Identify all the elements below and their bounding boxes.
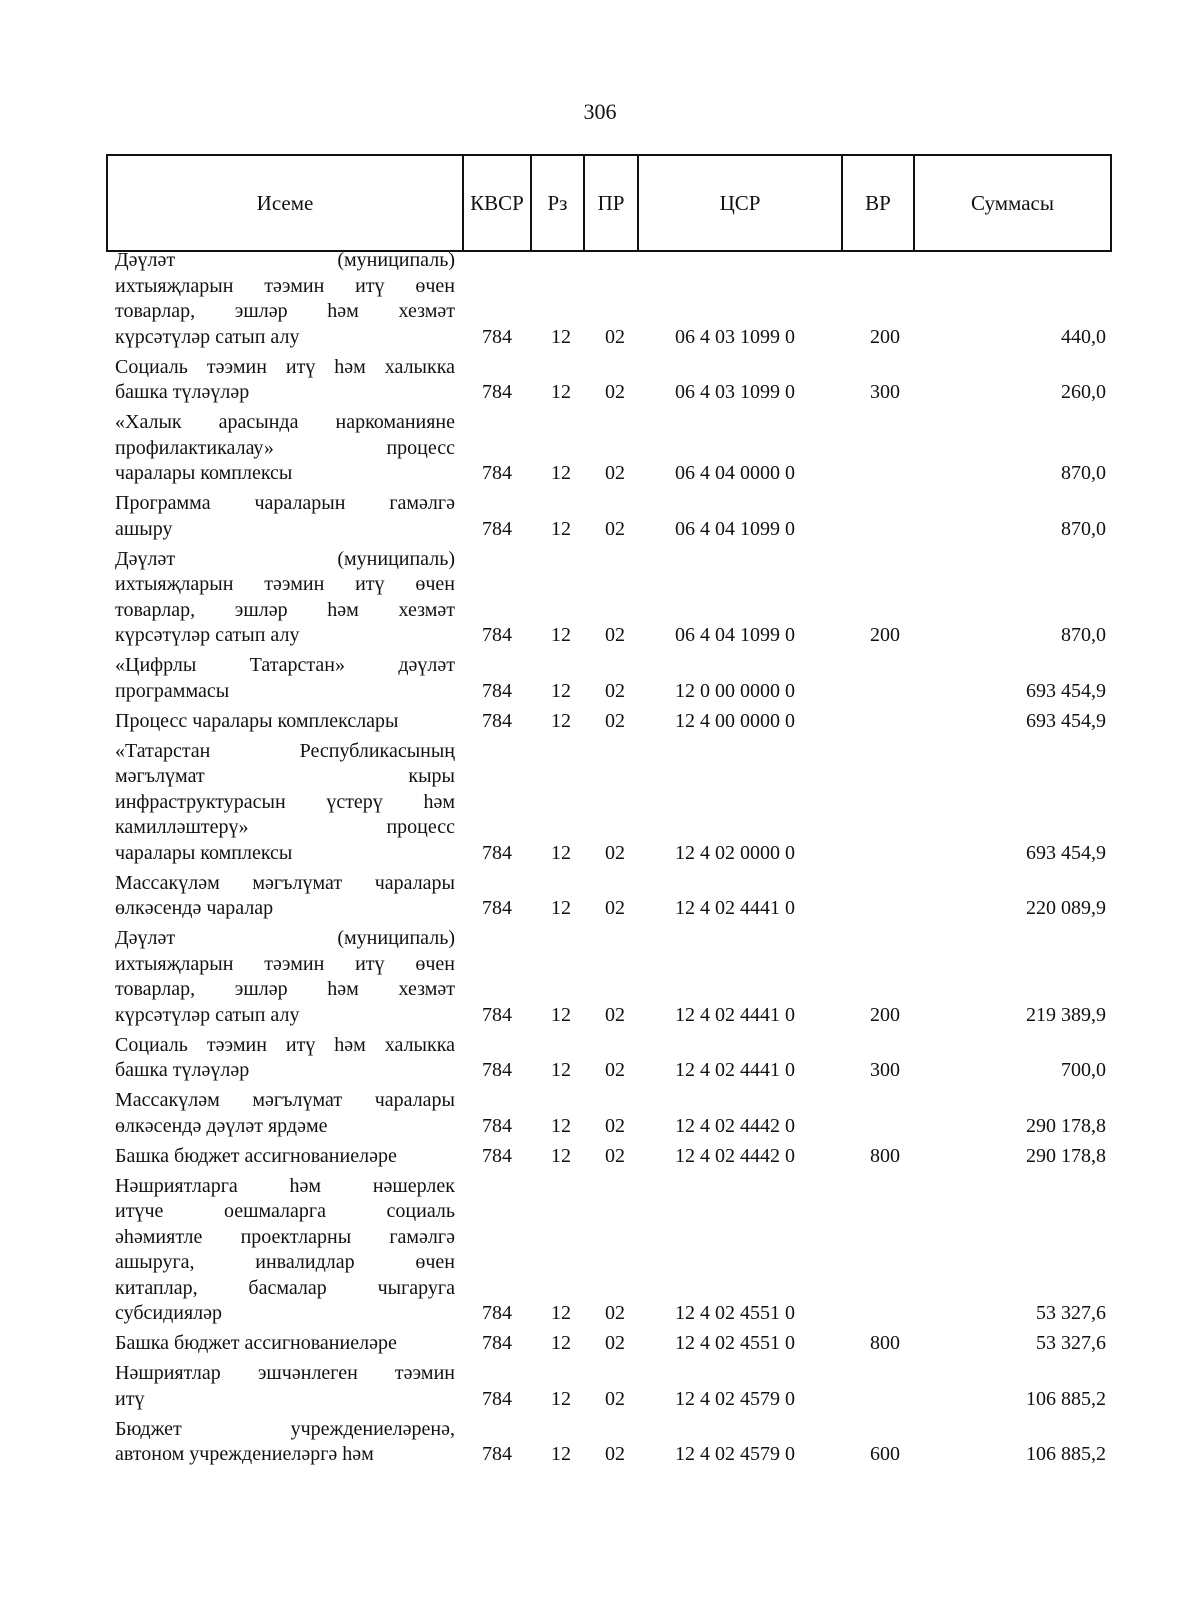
row-name-line: әһәмиятле проектларны гамәлгә — [115, 1225, 455, 1248]
row-csr: 12 4 02 4579 0 — [675, 1443, 795, 1465]
row-csr: 12 4 00 0000 0 — [675, 709, 795, 732]
row-name — [115, 547, 455, 649]
row-kvsr: 784 — [482, 1332, 512, 1354]
header-csr: ЦСР — [639, 156, 843, 250]
row-pr: 02 — [605, 462, 625, 484]
row-name — [115, 1174, 455, 1327]
row-pr: 02 — [605, 325, 625, 348]
table-row — [0, 410, 1200, 487]
row-name-line: Дәүләт (муниципаль) — [115, 249, 455, 271]
row-csr: 12 4 02 4442 0 — [675, 1144, 795, 1167]
row-vr: 300 — [870, 1059, 900, 1081]
row-name-line: Социаль тәэмин итү һәм халыкка — [115, 1033, 455, 1056]
row-kvsr: 784 — [482, 517, 512, 540]
row-rz: 12 — [551, 381, 571, 403]
row-rz: 12 — [551, 1003, 571, 1026]
row-kvsr: 784 — [482, 1387, 512, 1410]
row-name-line: «Татарстан Республикасының — [115, 739, 455, 762]
table-row — [0, 709, 1200, 735]
row-pr: 02 — [605, 709, 625, 732]
row-sum: 693 454,9 — [1026, 709, 1106, 732]
row-name — [115, 491, 455, 542]
table-row — [0, 1088, 1200, 1139]
row-name-line: күрсәтүләр сатып алу — [115, 624, 300, 646]
row-csr: 06 4 03 1099 0 — [675, 325, 795, 348]
row-pr: 02 — [605, 841, 625, 864]
row-name-line: товарлар, эшләр һәм хезмәт — [115, 598, 455, 621]
row-rz: 12 — [551, 1332, 571, 1354]
row-name-line: чаралары комплексы — [115, 462, 293, 484]
row-name-line: Массакүләм мәгълүмат чаралары — [115, 1089, 455, 1111]
table-header — [106, 154, 1112, 252]
header-vr: ВР — [843, 156, 915, 250]
row-name-line: Дәүләт (муниципаль) — [115, 927, 455, 949]
row-name-line: өлкәсендә дәүләт ярдәме — [115, 1114, 328, 1137]
row-csr: 12 4 02 4441 0 — [675, 1003, 795, 1026]
row-rz: 12 — [551, 1059, 571, 1081]
row-csr: 06 4 04 1099 0 — [675, 624, 795, 646]
row-name — [115, 410, 455, 487]
row-name-line: товарлар, эшләр һәм хезмәт — [115, 978, 455, 1000]
row-name — [115, 1417, 455, 1468]
row-sum: 700,0 — [1061, 1059, 1106, 1081]
row-vr: 200 — [870, 1003, 900, 1026]
row-pr: 02 — [605, 1114, 625, 1137]
row-name — [115, 1331, 455, 1357]
row-name-line: автоном учреждениеләргә һәм — [115, 1443, 374, 1465]
row-pr: 02 — [605, 1443, 625, 1465]
row-vr: 200 — [870, 325, 900, 348]
row-pr: 02 — [605, 1302, 625, 1324]
row-kvsr: 784 — [482, 624, 512, 646]
row-csr: 12 4 02 4551 0 — [675, 1332, 795, 1354]
table-row — [0, 547, 1200, 649]
row-name-line: Нәшриятларга һәм нәшерлек — [115, 1174, 455, 1197]
table-row — [0, 491, 1200, 542]
row-name — [115, 926, 455, 1028]
row-kvsr: 784 — [482, 462, 512, 484]
row-name-line: «Цифрлы Татарстан» дәүләт — [115, 654, 455, 676]
row-name-line: башка түләүләр — [115, 1059, 250, 1081]
row-pr: 02 — [605, 1059, 625, 1081]
row-rz: 12 — [551, 462, 571, 484]
row-name — [115, 1361, 455, 1412]
row-sum: 440,0 — [1061, 325, 1106, 348]
row-name-line: ихтыяҗларын тәэмин итү өчен — [115, 952, 455, 975]
row-pr: 02 — [605, 517, 625, 540]
row-name — [115, 709, 455, 735]
row-name-line: чаралары комплексы — [115, 841, 293, 864]
row-name-line: ихтыяҗларын тәэмин итү өчен — [115, 274, 455, 297]
row-name-line: Дәүләт (муниципаль) — [115, 547, 455, 570]
table-row — [0, 1033, 1200, 1084]
row-kvsr: 784 — [482, 1144, 512, 1167]
row-sum: 290 178,8 — [1026, 1144, 1106, 1167]
row-kvsr: 784 — [482, 1114, 512, 1137]
row-name-line: Башка бюджет ассигнованиеләре — [115, 1332, 397, 1354]
row-sum: 219 389,9 — [1026, 1003, 1106, 1026]
row-name-line: профилактикалау» процесс — [115, 436, 455, 459]
row-csr: 06 4 04 1099 0 — [675, 517, 795, 540]
row-sum: 53 327,6 — [1036, 1302, 1106, 1324]
row-sum: 220 089,9 — [1026, 897, 1106, 919]
row-csr: 12 4 02 0000 0 — [675, 841, 795, 864]
row-kvsr: 784 — [482, 679, 512, 702]
row-csr: 12 4 02 4441 0 — [675, 1059, 795, 1081]
table-row — [0, 1144, 1200, 1170]
table-row — [0, 1361, 1200, 1412]
row-name — [115, 871, 455, 922]
row-name — [115, 248, 455, 350]
row-kvsr: 784 — [482, 897, 512, 919]
row-sum: 53 327,6 — [1036, 1332, 1106, 1354]
row-name-line: «Халык арасында наркоманияне — [115, 411, 455, 433]
table-row — [0, 739, 1200, 867]
row-name-line: итү — [115, 1387, 145, 1410]
row-pr: 02 — [605, 1387, 625, 1410]
row-sum: 106 885,2 — [1026, 1443, 1106, 1465]
row-name-line: мәгълүмат кыры — [115, 765, 455, 787]
row-name — [115, 355, 455, 406]
row-rz: 12 — [551, 1302, 571, 1324]
header-sum: Суммасы — [971, 190, 1054, 215]
row-name-line: Массакүләм мәгълүмат чаралары — [115, 871, 455, 894]
row-pr: 02 — [605, 381, 625, 403]
row-name-line: товарлар, эшләр һәм хезмәт — [115, 300, 455, 322]
row-csr: 06 4 03 1099 0 — [675, 381, 795, 403]
row-vr: 800 — [870, 1144, 900, 1167]
row-pr: 02 — [605, 897, 625, 919]
row-name — [115, 1088, 455, 1139]
row-csr: 12 4 02 4551 0 — [675, 1302, 795, 1324]
page-number: 306 — [583, 99, 617, 124]
row-kvsr: 784 — [482, 841, 512, 864]
row-rz: 12 — [551, 1114, 571, 1137]
row-name — [115, 653, 455, 704]
row-pr: 02 — [605, 624, 625, 646]
row-pr: 02 — [605, 1144, 625, 1167]
row-name-line: китаплар, басмалар чыгаруга — [115, 1276, 455, 1299]
row-kvsr: 784 — [482, 325, 512, 348]
header-rz: Рз — [532, 156, 585, 250]
header-name: Исеме — [108, 156, 464, 250]
row-name-line: Нәшриятлар эшчәнлеген тәэмин — [115, 1362, 455, 1384]
header-pr: ПР — [585, 156, 639, 250]
row-rz: 12 — [551, 841, 571, 864]
row-vr: 200 — [870, 624, 900, 646]
row-pr: 02 — [605, 679, 625, 702]
row-name-line: күрсәтүләр сатып алу — [115, 1003, 300, 1026]
row-name — [115, 739, 455, 867]
row-name-line: ашыруга, инвалидлар өчен — [115, 1251, 455, 1273]
row-sum: 260,0 — [1061, 381, 1106, 403]
row-rz: 12 — [551, 1144, 571, 1167]
row-name-line: Программа чараларын гамәлгә — [115, 492, 455, 514]
table-row — [0, 1417, 1200, 1468]
row-name-line: ихтыяҗларын тәэмин итү өчен — [115, 573, 455, 595]
table-row — [0, 355, 1200, 406]
row-sum: 693 454,9 — [1026, 841, 1106, 864]
row-kvsr: 784 — [482, 709, 512, 732]
row-csr: 12 4 02 4579 0 — [675, 1387, 795, 1410]
row-name-line: Социаль тәэмин итү һәм халыкка — [115, 355, 455, 378]
row-name-line: субсидияләр — [115, 1302, 223, 1324]
row-sum: 290 178,8 — [1026, 1114, 1106, 1137]
row-rz: 12 — [551, 517, 571, 540]
row-csr: 12 4 02 4441 0 — [675, 897, 795, 919]
row-pr: 02 — [605, 1332, 625, 1354]
row-name-line: башка түләүләр — [115, 381, 250, 403]
row-name-line: камилләштерү» процесс — [115, 816, 455, 838]
row-sum: 870,0 — [1061, 517, 1106, 540]
table-row — [0, 653, 1200, 704]
table-row — [0, 248, 1200, 350]
table-row — [0, 926, 1200, 1028]
row-csr: 12 0 00 0000 0 — [675, 679, 795, 702]
row-vr: 300 — [870, 381, 900, 403]
header-kvsr: КВСР — [464, 156, 532, 250]
row-rz: 12 — [551, 1443, 571, 1465]
row-name-line: инфраструктурасын үстерү һәм — [115, 790, 455, 813]
row-name-line: күрсәтүләр сатып алу — [115, 325, 300, 348]
row-name-line: программасы — [115, 679, 230, 702]
row-kvsr: 784 — [482, 1302, 512, 1324]
row-kvsr: 784 — [482, 381, 512, 403]
row-sum: 870,0 — [1061, 462, 1106, 484]
row-kvsr: 784 — [482, 1059, 512, 1081]
row-name — [115, 1033, 455, 1084]
row-csr: 06 4 04 0000 0 — [675, 462, 795, 484]
row-rz: 12 — [551, 709, 571, 732]
row-vr: 800 — [870, 1332, 900, 1354]
row-rz: 12 — [551, 624, 571, 646]
row-name — [115, 1144, 455, 1170]
row-sum: 870,0 — [1061, 624, 1106, 646]
row-sum: 106 885,2 — [1026, 1387, 1106, 1410]
table-row — [0, 1331, 1200, 1357]
row-name-line: итүче оешмаларга социаль — [115, 1200, 455, 1222]
row-rz: 12 — [551, 897, 571, 919]
row-rz: 12 — [551, 1387, 571, 1410]
table-row — [0, 871, 1200, 922]
row-name-line: Башка бюджет ассигнованиеләре — [115, 1144, 397, 1167]
row-pr: 02 — [605, 1003, 625, 1026]
row-vr: 600 — [870, 1443, 900, 1465]
row-kvsr: 784 — [482, 1003, 512, 1026]
row-csr: 12 4 02 4442 0 — [675, 1114, 795, 1137]
row-name-line: Процесс чаралары комплекслары — [115, 709, 399, 732]
row-name-line: ашыру — [115, 517, 173, 540]
table-row — [0, 1174, 1200, 1327]
row-rz: 12 — [551, 325, 571, 348]
row-rz: 12 — [551, 679, 571, 702]
row-sum: 693 454,9 — [1026, 679, 1106, 702]
row-name-line: өлкәсендә чаралар — [115, 897, 274, 919]
row-name-line: Бюджет учреждениеләренә, — [115, 1417, 455, 1440]
row-kvsr: 784 — [482, 1443, 512, 1465]
